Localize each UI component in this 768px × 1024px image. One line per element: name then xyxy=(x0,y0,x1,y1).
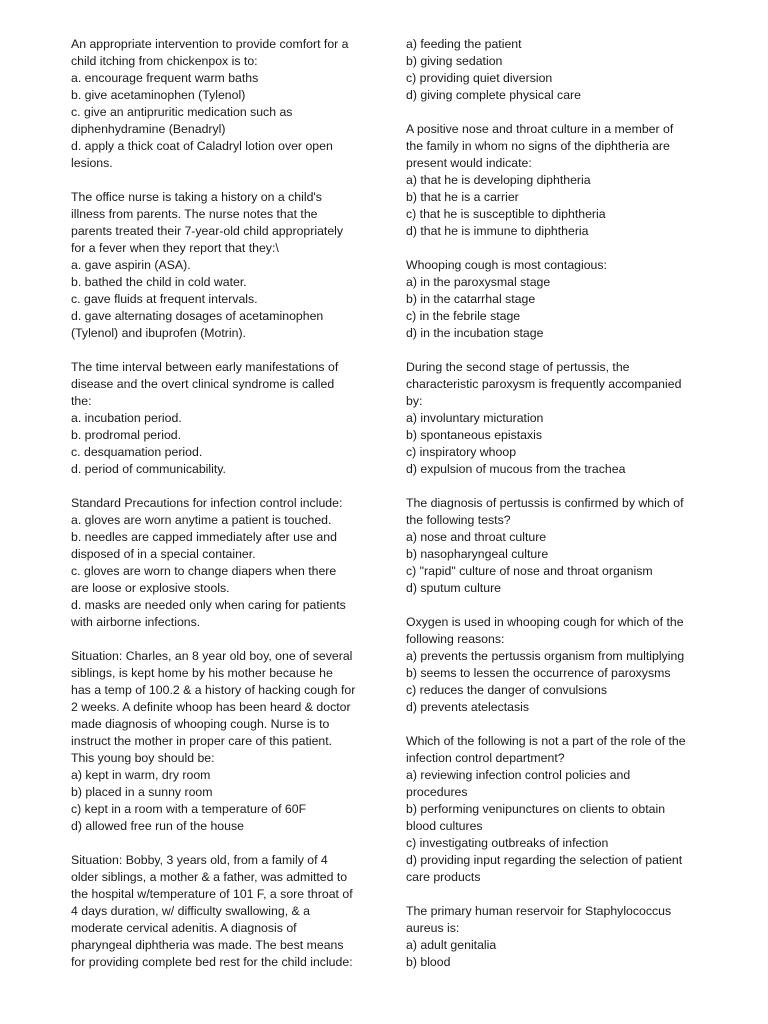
text-line: a. gloves are worn anytime a patient is touched. xyxy=(71,513,332,527)
question-block xyxy=(71,648,363,835)
text-line: parents treated their 7-year-old child appropriately xyxy=(71,224,344,238)
text-line: a) feeding the patient xyxy=(406,37,522,51)
text-line: b. give acetaminophen (Tylenol) xyxy=(71,88,246,102)
text-line: c) inspiratory whoop xyxy=(406,445,517,459)
text-line: d. masks are needed only when caring for patients xyxy=(71,598,346,612)
text-line: a. encourage frequent warm baths xyxy=(71,71,259,85)
text-line: b) nasopharyngeal culture xyxy=(406,547,549,561)
text-line: The diagnosis of pertussis is confirmed by which of xyxy=(406,496,684,510)
text-line: following reasons: xyxy=(406,632,505,646)
text-line: d) allowed free run of the house xyxy=(71,819,244,833)
text-line: disease and the overt clinical syndrome is called xyxy=(71,377,335,391)
text-line: b) placed in a sunny room xyxy=(71,785,213,799)
text-line: procedures xyxy=(406,785,468,799)
text-line: a) kept in warm, dry room xyxy=(71,768,211,782)
text-line: The time interval between early manifestations of xyxy=(71,360,339,374)
text-line: c) "rapid" culture of nose and throat organism xyxy=(406,564,653,578)
text-line: a) in the paroxysmal stage xyxy=(406,275,551,289)
text-line: b) blood xyxy=(406,955,451,969)
text-line: infection control department? xyxy=(406,751,565,765)
text-line: d) that he is immune to diphtheria xyxy=(406,224,589,238)
text-line: b) giving sedation xyxy=(406,54,503,68)
text-line: the following tests? xyxy=(406,513,511,527)
question-block xyxy=(406,36,698,104)
text-line: a) adult genitalia xyxy=(406,938,497,952)
text-line: 2 weeks. A definite whoop has been heard & doctor xyxy=(71,700,351,714)
text-line: d. gave alternating dosages of acetaminophen xyxy=(71,309,324,323)
text-line: A positive nose and throat culture in a member of xyxy=(406,122,674,136)
text-line: d) sputum culture xyxy=(406,581,502,595)
text-line: a. gave aspirin (ASA). xyxy=(71,258,191,272)
text-line: The primary human reservoir for Staphylococcus xyxy=(406,904,672,918)
question-block xyxy=(406,121,698,240)
text-line: (Tylenol) and ibuprofen (Motrin). xyxy=(71,326,246,340)
text-line: c) providing quiet diversion xyxy=(406,71,553,85)
text-line: for providing complete bed rest for the child include: xyxy=(71,955,353,969)
text-line: b. prodromal period. xyxy=(71,428,182,442)
text-line: c. desquamation period. xyxy=(71,445,203,459)
text-line: 4 days duration, w/ difficulty swallowing, & a xyxy=(71,904,310,918)
text-line: aureus is: xyxy=(406,921,460,935)
question-block xyxy=(406,495,698,597)
text-line: present would indicate: xyxy=(406,156,532,170)
text-line: c) that he is susceptible to diphtheria xyxy=(406,207,606,221)
text-line: diphenhydramine (Benadryl) xyxy=(71,122,226,136)
text-line: for a fever when they report that they:\ xyxy=(71,241,279,255)
left-column xyxy=(71,36,363,988)
text-line: c) in the febrile stage xyxy=(406,309,521,323)
text-line: the family in whom no signs of the diphtheria are xyxy=(406,139,670,153)
text-line: has a temp of 100.2 & a history of hacking cough for xyxy=(71,683,356,697)
text-line: a) involuntary micturation xyxy=(406,411,544,425)
right-column xyxy=(406,36,698,988)
text-line: d) expulsion of mucous from the trachea xyxy=(406,462,626,476)
text-line: c. gloves are worn to change diapers when there xyxy=(71,564,337,578)
question-block xyxy=(71,36,363,172)
text-line: d) prevents atelectasis xyxy=(406,700,530,714)
question-block xyxy=(406,733,698,886)
text-line: Situation: Bobby, 3 years old, from a family of 4 xyxy=(71,853,328,867)
text-line: characteristic paroxysm is frequently accompanied xyxy=(406,377,682,391)
text-line: a) that he is developing diphtheria xyxy=(406,173,591,187)
text-line: care products xyxy=(406,870,481,884)
text-line: b. bathed the child in cold water. xyxy=(71,275,247,289)
text-line: c. give an antipruritic medication such as xyxy=(71,105,293,119)
question-block xyxy=(71,359,363,478)
text-line: child itching from chickenpox is to: xyxy=(71,54,258,68)
text-line: c) investigating outbreaks of infection xyxy=(406,836,609,850)
text-line: moderate cervical adenitis. A diagnosis of xyxy=(71,921,297,935)
text-line: a) prevents the pertussis organism from multiplying xyxy=(406,649,685,663)
text-line: a) nose and throat culture xyxy=(406,530,547,544)
text-line: b) in the catarrhal stage xyxy=(406,292,536,306)
text-line: During the second stage of pertussis, the xyxy=(406,360,630,374)
text-line: Oxygen is used in whooping cough for which of the xyxy=(406,615,684,629)
text-line: instruct the mother in proper care of this patient. xyxy=(71,734,333,748)
text-line: This young boy should be: xyxy=(71,751,215,765)
question-block xyxy=(406,614,698,716)
text-line: Which of the following is not a part of the role of the xyxy=(406,734,686,748)
text-line: a) reviewing infection control policies and xyxy=(406,768,631,782)
text-line: siblings, is kept home by his mother because he xyxy=(71,666,333,680)
text-line: made diagnosis of whooping cough. Nurse is to xyxy=(71,717,330,731)
text-line: d) in the incubation stage xyxy=(406,326,544,340)
text-line: illness from parents. The nurse notes that the xyxy=(71,207,318,221)
question-block xyxy=(406,359,698,478)
text-line: c) kept in a room with a temperature of 60F xyxy=(71,802,307,816)
text-line: lesions. xyxy=(71,156,113,170)
text-line: b. needles are capped immediately after use and xyxy=(71,530,337,544)
text-line: with airborne infections. xyxy=(71,615,201,629)
text-line: older siblings, a mother & a father, was admitted to xyxy=(71,870,348,884)
text-line: the hospital w/temperature of 101 F, a sore throat of xyxy=(71,887,353,901)
text-line: disposed of in a special container. xyxy=(71,547,256,561)
text-line: c. gave fluids at frequent intervals. xyxy=(71,292,258,306)
text-line: Situation: Charles, an 8 year old boy, one of several xyxy=(71,649,353,663)
text-line: d) giving complete physical care xyxy=(406,88,581,102)
text-line: Whooping cough is most contagious: xyxy=(406,258,607,272)
text-line: d. period of communicability. xyxy=(71,462,226,476)
question-block xyxy=(71,189,363,342)
text-line: An appropriate intervention to provide comfort for a xyxy=(71,37,349,51)
question-block xyxy=(406,257,698,342)
question-block xyxy=(71,495,363,631)
text-line: a. incubation period. xyxy=(71,411,182,425)
text-line: by: xyxy=(406,394,423,408)
text-line: b) seems to lessen the occurrence of paroxysms xyxy=(406,666,671,680)
question-block xyxy=(406,903,698,971)
text-line: c) reduces the danger of convulsions xyxy=(406,683,607,697)
text-line: The office nurse is taking a history on a child's xyxy=(71,190,322,204)
text-line: Standard Precautions for infection control include: xyxy=(71,496,343,510)
text-line: blood cultures xyxy=(406,819,483,833)
text-line: b) that he is a carrier xyxy=(406,190,519,204)
text-line: are loose or explosive stools. xyxy=(71,581,230,595)
text-line: the: xyxy=(71,394,92,408)
text-line: d) providing input regarding the selection of patient xyxy=(406,853,683,867)
text-line: pharyngeal diphtheria was made. The best means xyxy=(71,938,344,952)
text-line: d. apply a thick coat of Caladryl lotion over open xyxy=(71,139,333,153)
text-line: b) spontaneous epistaxis xyxy=(406,428,543,442)
question-block xyxy=(71,852,363,971)
text-line: b) performing venipunctures on clients to obtain xyxy=(406,802,666,816)
